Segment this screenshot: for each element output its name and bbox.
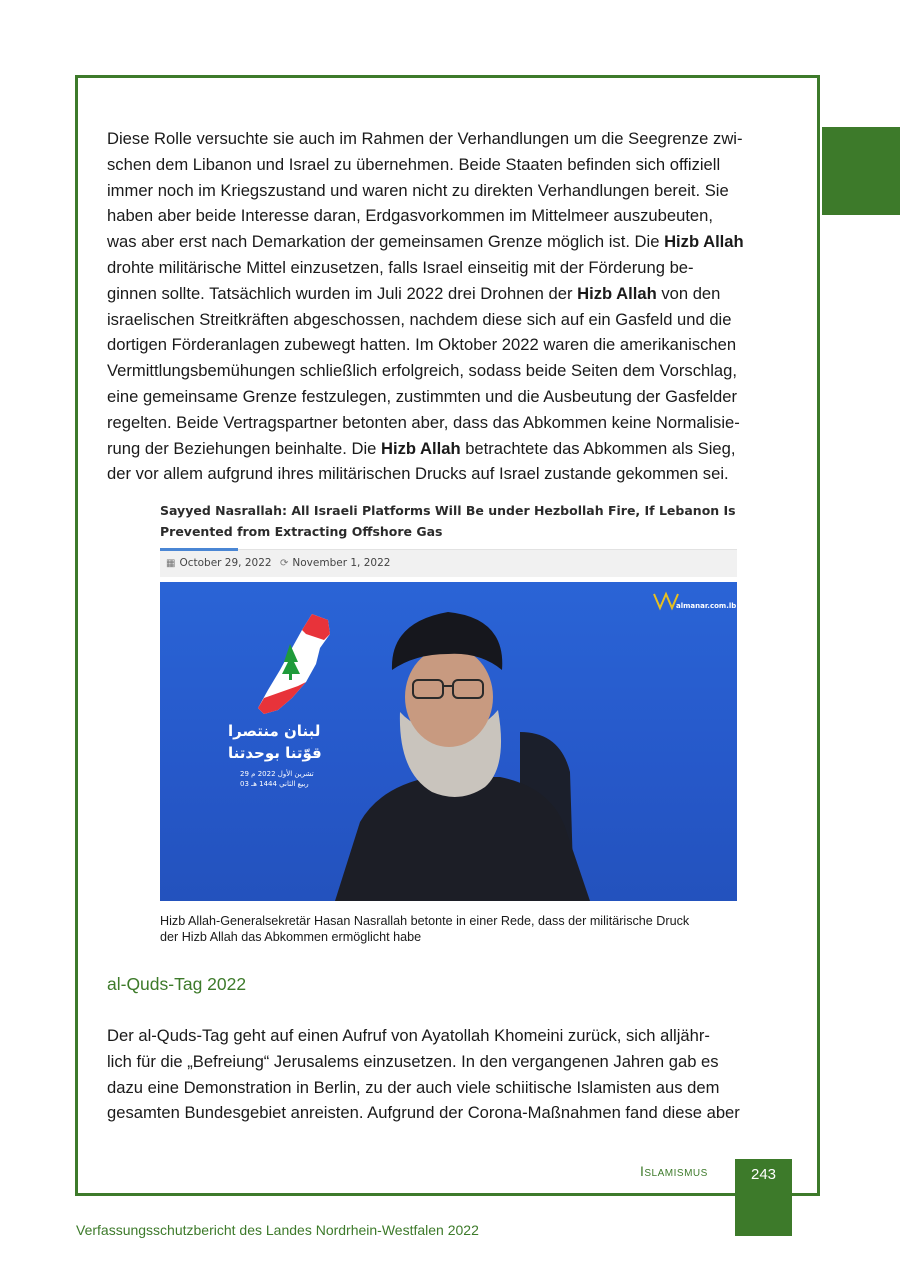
- text-line: Vermittlungsbemühungen schließlich erfolgreich, sodass beide Seiten dem Vorschlag,: [107, 361, 737, 381]
- section-heading: al-Quds-Tag 2022: [107, 974, 247, 994]
- meta-accent-line: [160, 548, 238, 551]
- text-line: immer noch im Kriegszustand und waren nicht zu direkten Verhandlungen bereit. Sie: [107, 180, 729, 200]
- text-line: was aber erst nach Demarkation der gemeinsamen Grenze möglich ist. Die Hizb Allah: [107, 232, 744, 252]
- article-meta-bar: [160, 549, 737, 577]
- org-name-bold: Hizb Allah: [577, 283, 657, 303]
- text-line: rung der Beziehungen beinhalte. Die Hizb Allah betrachtete das Abkommen als Sieg,: [107, 438, 736, 458]
- org-name-bold: Hizb Allah: [381, 438, 461, 458]
- text-line: drohte militärische Mittel einzusetzen, falls Israel einseitig mit der Förderung be-: [107, 257, 694, 277]
- overlay-date: 29 تشرين الأول 2022 م: [240, 770, 314, 778]
- figure-caption: Hizb Allah-Generalsekretär Hasan Nasrallah betonte in einer Rede, dass der militärische Druck der Hizb Allah das Abkommen ermöglicht habe: [160, 914, 690, 944]
- text-line: dazu eine Demonstration in Berlin, zu der auch viele schiitische Islamisten aus dem: [107, 1077, 720, 1097]
- watermark-text: almanar.com.lb: [676, 602, 737, 610]
- speech-photo: [160, 582, 737, 901]
- chapter-side-tab: [822, 127, 900, 215]
- text-line: ginnen sollte. Tatsächlich wurden im Juli 2022 drei Drohnen der Hizb Allah von den: [107, 283, 721, 303]
- text-line: haben aber beide Interesse daran, Erdgasvorkommen im Mittelmeer auszubeuten,: [107, 206, 714, 226]
- overlay-slogan: قوّتنا بوحدتنا: [228, 744, 322, 762]
- text-line: regelten. Beide Vertragspartner betonten aber, dass das Abkommen keine Normalisie-: [107, 412, 740, 432]
- calendar-icon: ▦: [166, 558, 176, 569]
- photo-illustration: [160, 582, 737, 901]
- text-line: israelischen Streitkräften abgeschossen, nachdem diese sich auf ein Gasfeld und die: [107, 309, 732, 329]
- running-section-label: Islamismus: [640, 1163, 708, 1179]
- overlay-date: 03 ربيع الثاني 1444 هـ: [240, 780, 309, 788]
- text-line: gesamten Bundesgebiet anreisten. Aufgrund der Corona-Maßnahmen fand diese aber: [107, 1103, 740, 1123]
- news-screenshot-figure: [160, 495, 738, 902]
- updated-date: ⟳ November 1, 2022: [280, 557, 391, 569]
- lebanon-map-icon: [258, 614, 330, 714]
- text-line: dortigen Förderanlagen zubewegt hatten. Im Oktober 2022 waren die amerikanischen: [107, 335, 737, 355]
- text-line: Der al-Quds-Tag geht auf einen Aufruf von Ayatollah Khomeini zurück, sich alljähr-: [107, 1026, 710, 1045]
- published-date: ▦ October 29, 2022: [166, 557, 272, 569]
- text-line: eine gemeinsame Grenze festzulegen, zustimmten und die Ausbeutung der Gasfelder: [107, 386, 738, 406]
- text-line: Diese Rolle versuchte sie auch im Rahmen der Verhandlungen um die Seegrenze zwi-: [107, 129, 743, 148]
- text-line: lich für die „Befreiung“ Jerusalems einzusetzen. In den vergangenen Jahren gab es: [107, 1051, 719, 1071]
- paragraph-seegrenze: [107, 126, 797, 487]
- overlay-slogan: لبنان منتصرا: [228, 722, 321, 740]
- text-line: schen dem Libanon und Israel zu übernehmen. Beide Staaten befinden sich offiziell: [107, 154, 721, 174]
- org-name-bold: Hizb Allah: [664, 232, 744, 252]
- text-line: der vor allem aufgrund ihres militärischen Drucks auf Israel zustande gekommen sei.: [107, 464, 729, 484]
- report-title-footer: Verfassungsschutzbericht des Landes Nordrhein-Westfalen 2022: [76, 1222, 479, 1238]
- figure-headline: Sayyed Nasrallah: All Israeli Platforms Will Be under Hezbollah Fire, If Lebanon Is Prevented from Extracting Offshore Gas: [160, 503, 736, 539]
- page-number-box: [735, 1159, 792, 1236]
- almanar-logo: [654, 594, 736, 610]
- page-number: 243: [750, 1166, 777, 1183]
- refresh-icon: ⟳: [280, 558, 289, 569]
- paragraph-quds-tag: [107, 1023, 797, 1126]
